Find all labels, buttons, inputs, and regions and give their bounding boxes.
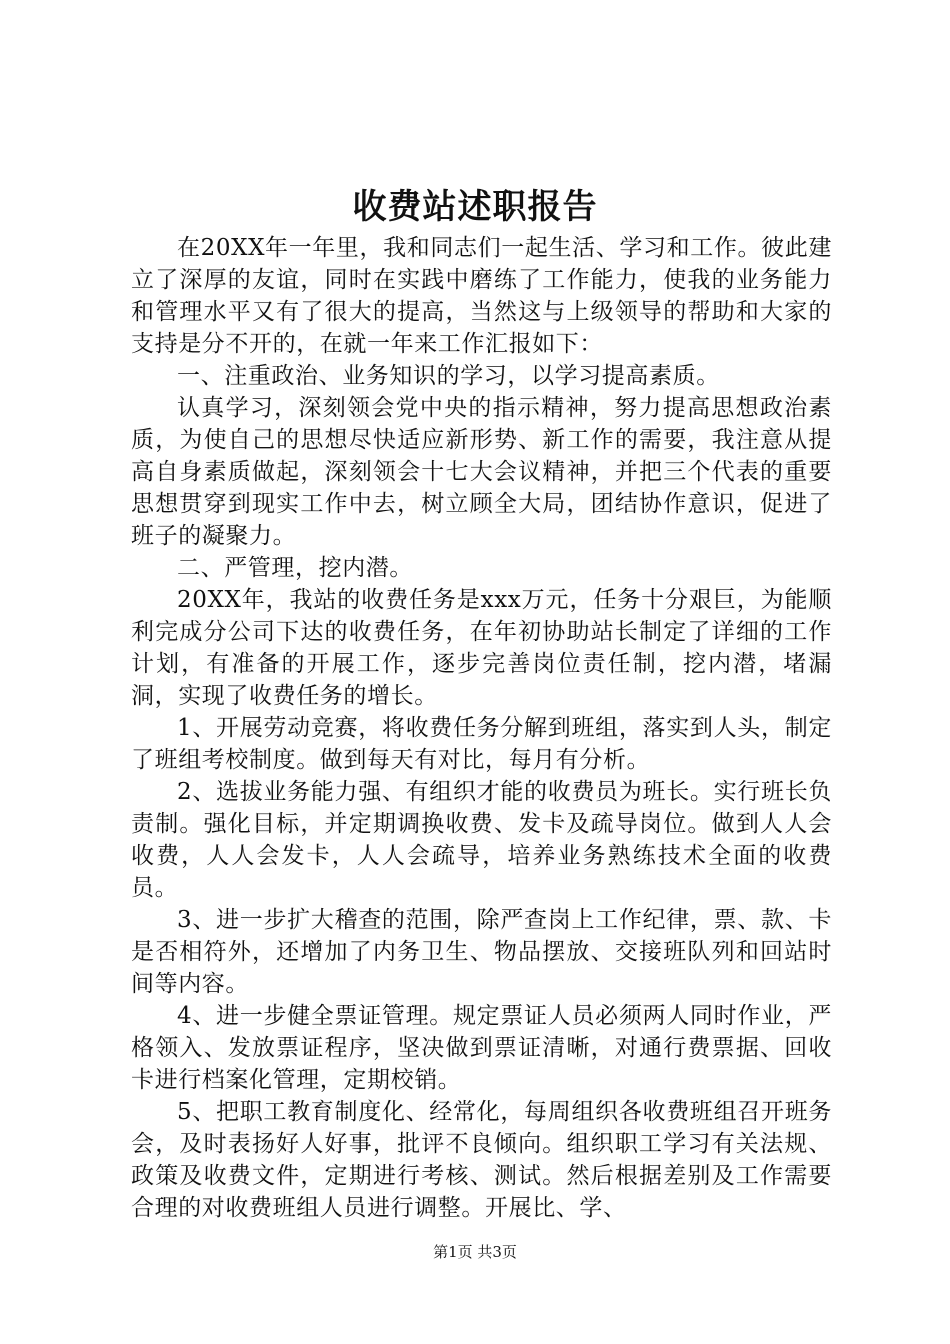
page-footer: 第1页 共3页 (433, 1243, 517, 1261)
heading-section-1: 一、注重政治、业务知识的学习，以学习提高素质。 (177, 363, 720, 389)
paragraph-study: 认真学习，深刻领会党中央的指示精神，努力提高思想政治素质，为使自己的思想尽快适应新形势、新工作的需要，我注意从提高自身素质做起，深刻领会十七大会议精神，并把三个代表的重要思想贯穿到现实工作中去，树立顾全大局，团结协作意识，促进了班子的凝聚力。 (131, 395, 832, 549)
document-body (131, 232, 832, 1224)
list-item-4: 4、进一步健全票证管理。规定票证人员必须两人同时作业，严格领入、发放票证程序，坚决做到票证清晰，对通行费票据、回收卡进行档案化管理，定期校销。 (131, 1003, 832, 1093)
list-item-3: 3、进一步扩大稽查的范围，除严查岗上工作纪律，票、款、卡是否相符外，还增加了内务卫生、物品摆放、交接班队列和回站时间等内容。 (131, 907, 832, 997)
paragraph-task: 20XX年，我站的收费任务是xxx万元，任务十分艰巨，为能顺利完成分公司下达的收费任务，在年初协助站长制定了详细的工作计划，有准备的开展工作，逐步完善岗位责任制，挖内潜，堵漏洞，实现了收费任务的增长。 (131, 587, 832, 709)
paragraph-intro: 在20XX年一年里，我和同志们一起生活、学习和工作。彼此建立了深厚的友谊，同时在实践中磨练了工作能力，使我的业务能力和管理水平又有了很大的提高，当然这与上级领导的帮助和大家的支持是分不开的，在就一年来工作汇报如下： (131, 235, 832, 357)
heading-section-2: 二、严管理，挖内潜。 (177, 555, 413, 581)
list-item-1: 1、开展劳动竞赛，将收费任务分解到班组，落实到人头，制定了班组考校制度。做到每天有对比，每月有分析。 (131, 715, 832, 773)
document-title: 收费站述职报告 (352, 187, 598, 227)
list-item-5: 5、把职工教育制度化、经常化，每周组织各收费班组召开班务会，及时表扬好人好事，批评不良倾向。组织职工学习有关法规、政策及收费文件，定期进行考核、测试。然后根据差别及工作需要合理的对收费班组人员进行调整。开展比、学、 (131, 1099, 832, 1221)
list-item-2: 2、选拔业务能力强、有组织才能的收费员为班长。实行班长负责制。强化目标，并定期调换收费、发卡及疏导岗位。做到人人会收费，人人会发卡，人人会疏导，培养业务熟练技术全面的收费员。 (131, 779, 832, 901)
